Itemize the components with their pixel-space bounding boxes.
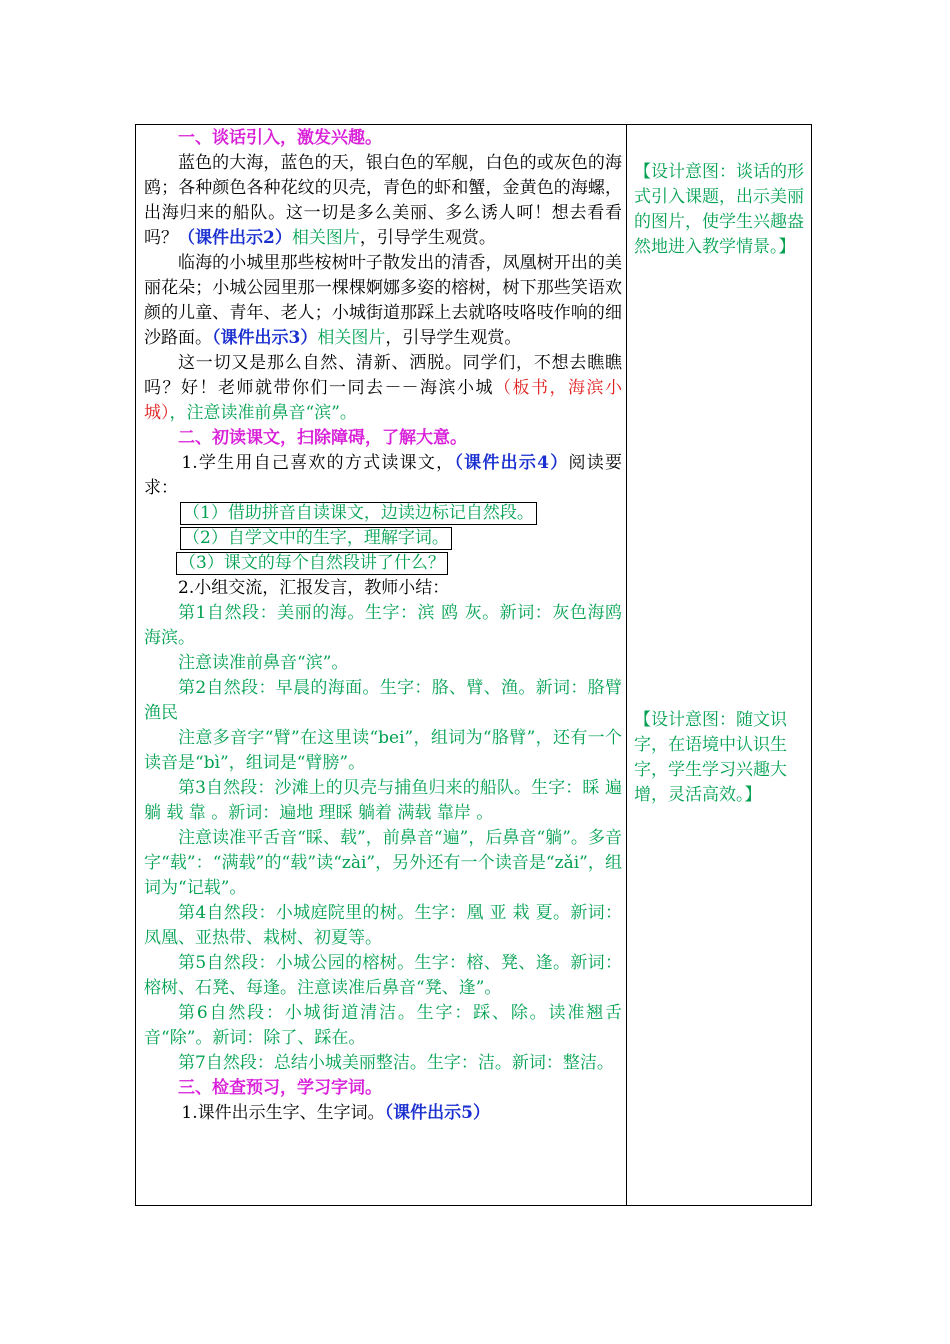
- paragraph-1: 蓝色的大海，蓝色的天，银白色的军舰，白色的或灰色的海鸥；各种颜色各种花纹的贝壳，青色的虾和蟹，金黄色的海螺，出海归来的船队。这一切是多么美丽、多么诱人呵！想去看看吗？（课件出示2）相关图片，引导学生观赏。: [144, 153, 622, 248]
- teaching-process-column: [144, 126, 622, 1126]
- board-writing-note: （板书，海滨小城）: [144, 378, 622, 423]
- paragraph-3: 这一切又是那么自然、清新、洒脱。同学们，不想去瞧瞧吗？好！老师就带你们一同去－－海滨小城（板书，海滨小城），注意读准前鼻音“滨”。: [144, 353, 622, 423]
- courseware-cue: （课件出示5）: [384, 1103, 490, 1123]
- summary-note-3: 注意读准平舌音“睬、载”，前鼻音“遍”，后鼻音“躺”。多音字“载”：“满载”的“载”读“zài”，另外还有一个读音是“zǎi”，组词为“记载”。: [144, 828, 622, 898]
- courseware-cue: （课件出示4）: [454, 453, 569, 473]
- courseware-cue: （课件出示2）: [178, 228, 292, 248]
- paragraph-6: 1.课件出示生字、生字词。（课件出示5）: [181, 1103, 490, 1123]
- section-2-title: 二、初读课文，扫除障碍，了解大意。: [178, 428, 467, 448]
- section-1-title: 一、谈话引入，激发兴趣。: [178, 128, 382, 148]
- design-intent-note-2: 【设计意图：随文识字，在语境中认识生字，学生学习兴趣大增，灵活高效。】: [634, 710, 787, 805]
- summary-para-5: 第5自然段：小城公园的榕树。生字：榕、凳、逢。新词：榕树、石凳、每逢。注意读准后鼻音“凳、逢”。: [144, 953, 622, 998]
- paragraph-2: 临海的小城里那些桉树叶子散发出的清香，凤凰树开出的美丽花朵；小城公园里那一棵棵婀娜多姿的榕树，树下那些笑语欢颜的儿童、青年、老人；小城街道那踩上去就咯吱咯吱作响的细沙路面。（课件出示3）相关图片，引导学生观赏。: [144, 253, 622, 348]
- summary-para-3: 第3自然段：沙滩上的贝壳与捕鱼归来的船队。生字：睬 遍 躺 载 靠 。新词：遍地 理睬 躺着 满载 靠岸 。: [144, 778, 622, 823]
- reading-requirement-1: （1）借助拼音自读课文，边读边标记自然段。: [180, 502, 537, 525]
- summary-para-2: 第2自然段：早晨的海面。生字：胳、臂、渔。新词：胳臂 渔民: [144, 678, 622, 723]
- design-intent-note-1: 【设计意图：谈话的形式引入课题，出示美丽的图片，使学生兴趣盎然地进入教学情景。】: [634, 162, 804, 257]
- summary-note-2: 注意多音字“臂”在这里读“bei”，组词为“胳臂”，还有一个读音是“bì”，组词是“臂膀”。: [144, 728, 622, 773]
- summary-para-1: 第1自然段：美丽的海。生字：滨 鸥 灰。新词：灰色海鸥 海滨。: [144, 603, 622, 648]
- column-divider: [626, 124, 627, 1206]
- courseware-cue: （课件出示3）: [212, 328, 318, 348]
- section-3-title: 三、检查预习，学习字词。: [178, 1078, 382, 1098]
- paragraph-5: 2.小组交流，汇报发言，教师小结：: [178, 578, 450, 598]
- summary-para-6: 第6自然段：小城街道清洁。生字：踩、除。读准翘舌音“除”。新词：除了、踩在。: [144, 1003, 622, 1048]
- summary-note-1: 注意读准前鼻音“滨”。: [178, 653, 349, 673]
- summary-para-4: 第4自然段：小城庭院里的树。生字：凰 亚 栽 夏。新词：凤凰、亚热带、栽树、初夏等。: [144, 903, 622, 948]
- summary-para-7: 第7自然段：总结小城美丽整洁。生字：洁。新词：整洁。: [178, 1053, 614, 1073]
- reading-requirement-2: （2）自学文中的生字，理解字词。: [180, 527, 452, 550]
- paragraph-4: 1.学生用自己喜欢的方式读课文，（课件出示4）阅读要求：: [144, 453, 622, 498]
- reading-requirement-3: （3）课文的每个自然段讲了什么？: [176, 552, 448, 575]
